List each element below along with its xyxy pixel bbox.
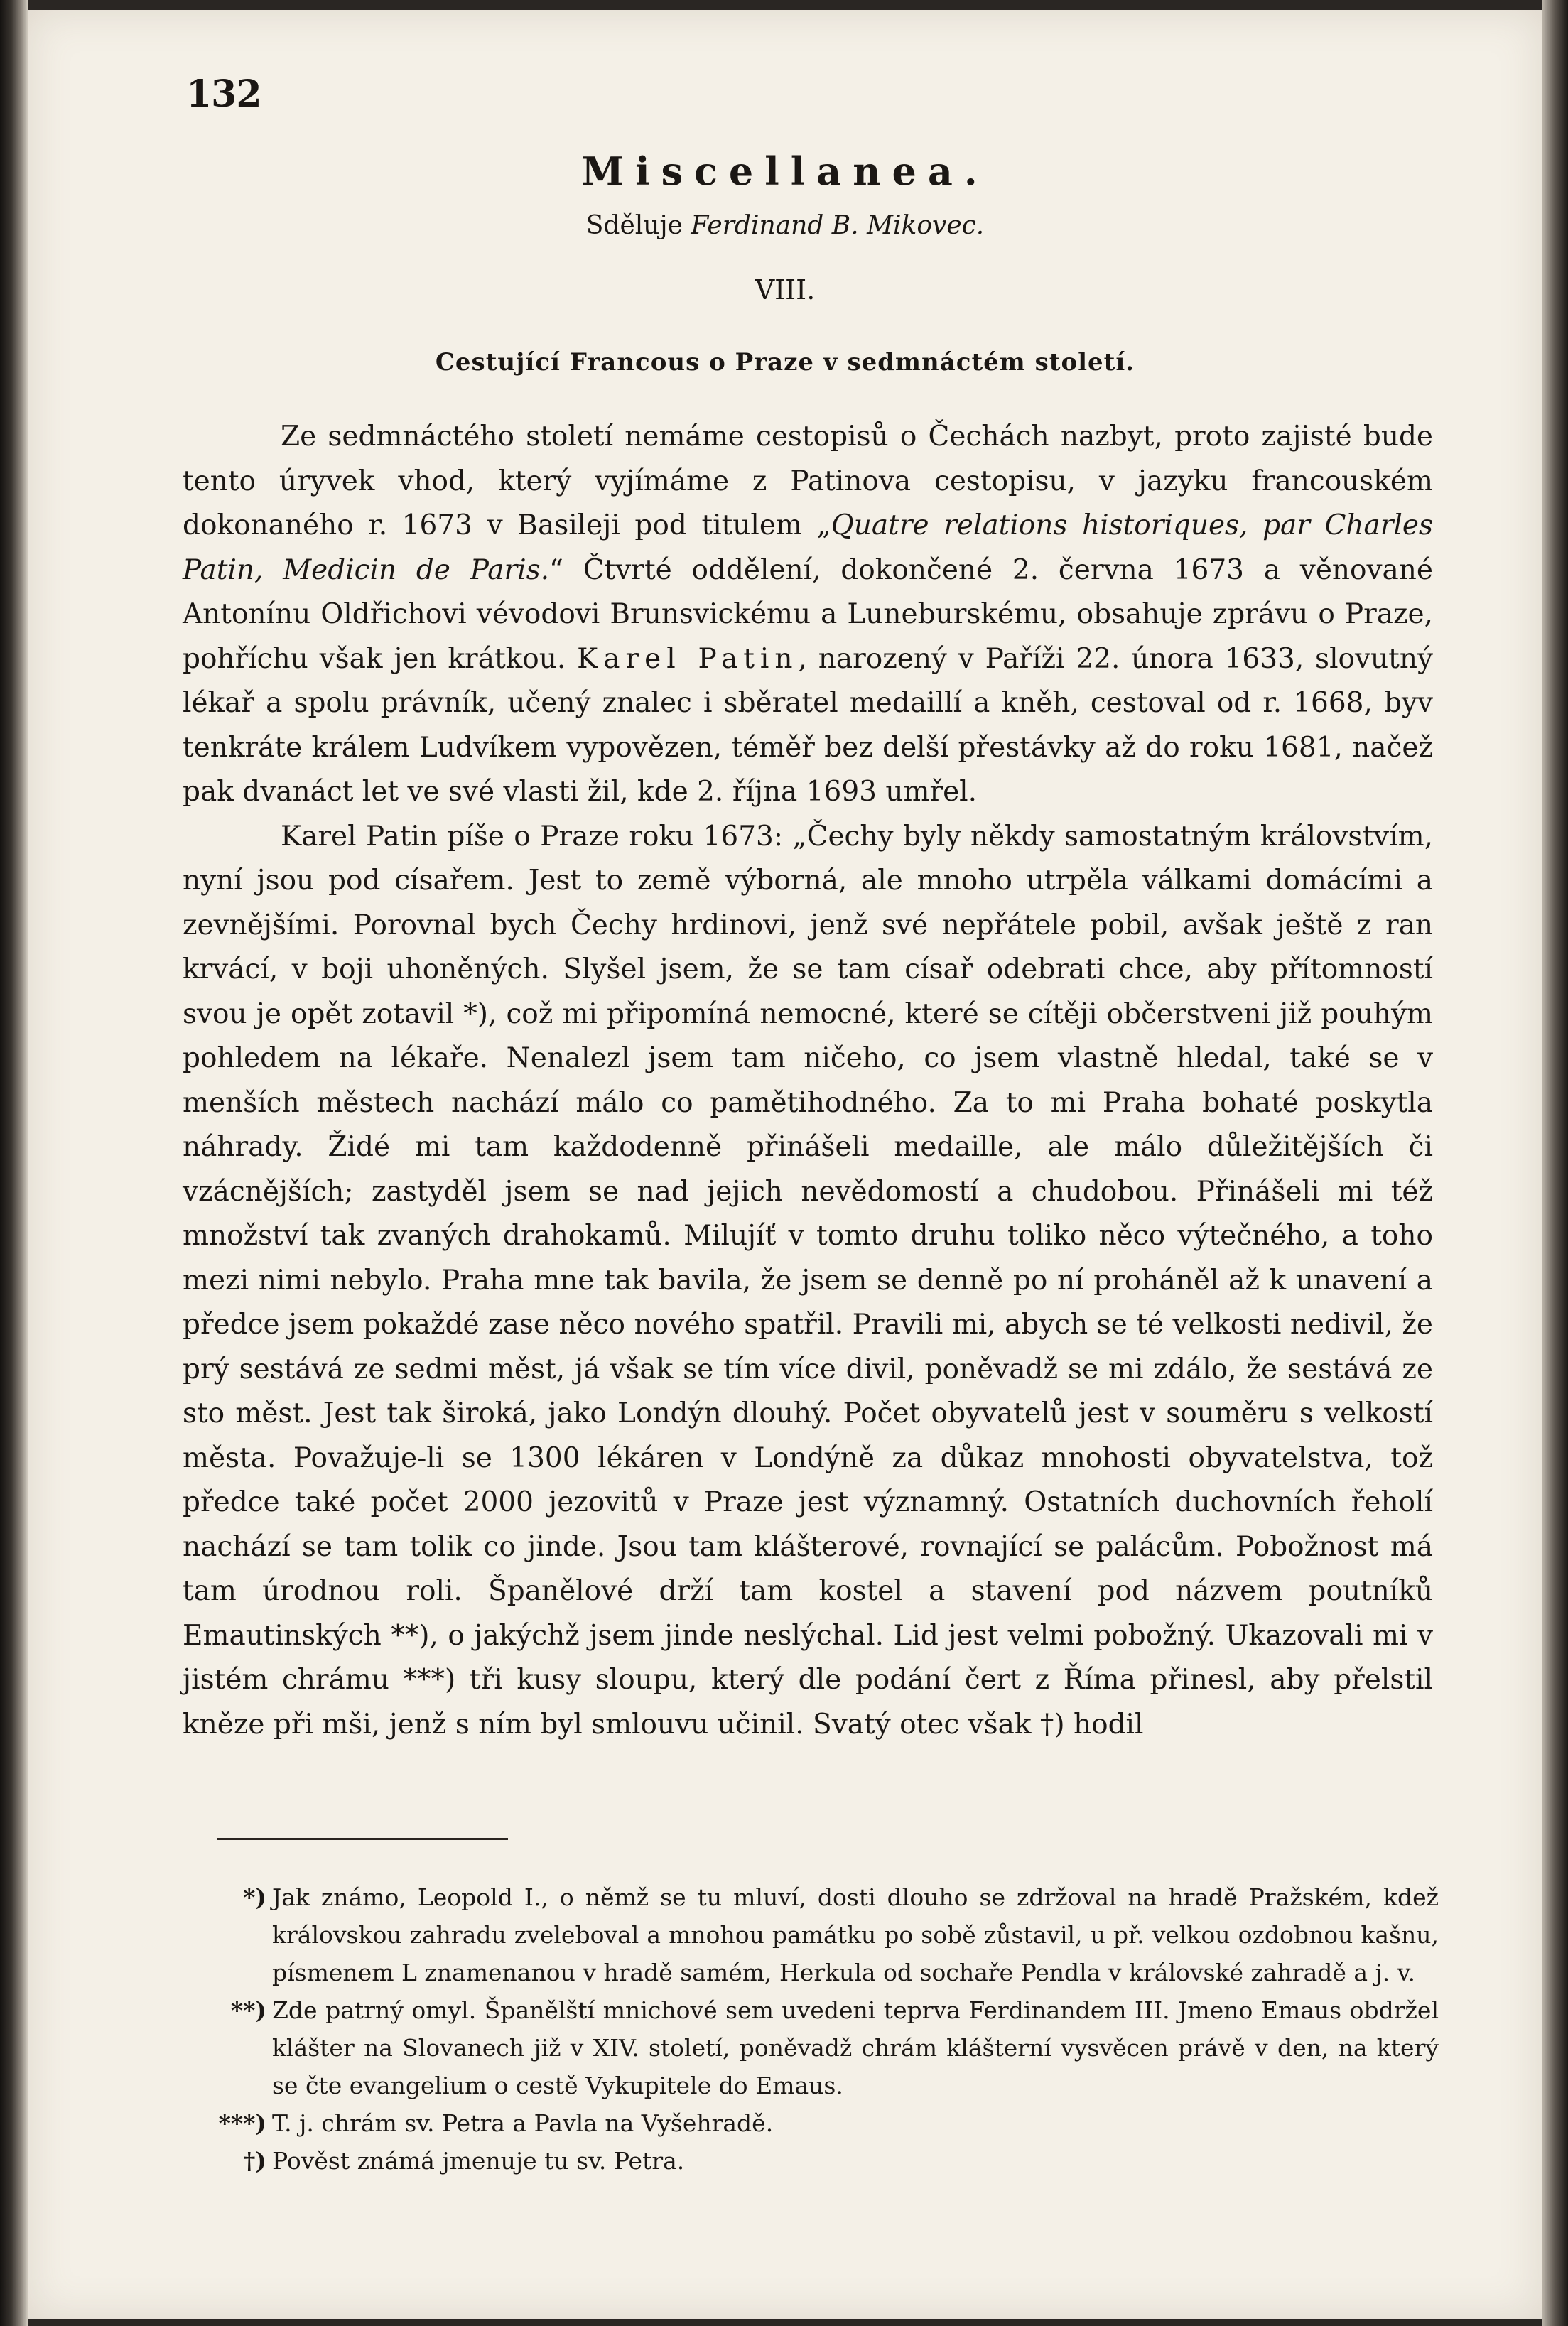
section-title: Cestující Francous o Praze v sedmnáctém století. <box>435 348 1135 377</box>
p1-run-1: Ze sedmnáctého století nemáme cestopisů o Čechách nazbyt, proto zajisté bude tento úryvek vhod, který vyjímáme z Patinova cestopisu, v jazyku francouském dokonaného r. 1673 v Basileji pod titulem „ <box>183 421 1433 541</box>
paragraph-1 <box>183 415 1433 815</box>
footnote-divider <box>217 1838 508 1840</box>
footnote-mark: †) <box>243 2147 266 2175</box>
p2-run-1: Karel Patin píše o Praze roku 1673: „Čechy byly někdy samostatným královstvím, nyní jsou pod císařem. Jest to země výborná, ale mnoho utrpěla válkami domácími a zevnějšími. Porovnal bych Čechy hrdinovi, jenž své nepřátele pobil, avšak ještě z ran krvácí, v boji uhoněných. Slyšel jsem, že se tam císař odebrati chce, aby přítomností svou je opět zotavil *), což mi připomíná nemocné, které se cítěji občerstveni již pouhým pohledem na lékaře. Nenalezl jsem tam ničeho, co jsem vlastně hledal, také se v menších městech nachází málo co pamětihodného. Za to mi Praha bohaté poskytla náhrady. Židé mi tam každodenně přinášeli medaille, ale málo důležitějších či vzácnějších; zastyděl jsem se nad jejich nevědomostí a chudobou. Přinášeli mi též množství tak zvaných drahokamů. Milujíť v tomto druhu toliko něco výtečného, a toho mezi nimi nebylo. Praha mne tak bavila, že jsem se denně po ní proháněl až k unavení a předce jsem pokaždé zase něco nového spatřil. Pravili mi, abych se té velkosti nedivil, že prý sestává ze sedmi měst, já však se tím více divil, poněvadž se mi zdálo, že sestává ze sto měst. Jest tak široká, jako Londýn dlouhý. Počet obyvatelů jest v souměru s velkostí města. Považuje-li se 1300 lékáren v Londýně za důkaz mnohosti obyvatelstva, tož předce také počet 2000 jezovitů v Praze jest významný. Ostatních duchovních řeholí nachází se tam tolik co jinde. Jsou tam klášterové, rovnající se palácům. Pobožnost má tam úrodnou roli. Španělové drží tam kostel a stavení pod názvem poutníků Emautinských **), o jakýchž jsem jinde neslýchal. Lid jest velmi pobožný. Ukazovali mi v jistém chrámu ***) tři kusy sloupu, který dle podání čert z Říma přinesl, aby přelstil kněze při mši, jenž s ním byl smlouvu učinil. Svatý otec však †) hodil <box>183 820 1433 1741</box>
p1-run-2: “ Čtvrté oddělení, dokončené 2. června 1673 a věnované Antonínu Oldřichovi vévodovi Brunsvickému a Luneburskému, obsahuje zprávu o Praze, pohříchu však jen krátkou. <box>183 553 1433 675</box>
footnote-3 <box>217 2104 1439 2142</box>
book-binding-edge <box>0 0 28 2326</box>
footnote-4 <box>217 2142 1439 2180</box>
page-right-edge <box>1542 0 1568 2326</box>
section-number: VIII. <box>755 274 816 305</box>
footnote-text: Jak známo, Leopold I., o němž se tu mluví, dosti dlouho se zdržoval na hradě Pražském, kdež královskou zahradu zveleboval a mnohou památku po sobě zůstavil, u př. velkou ozdobnou kašnu, písmenem L znamenanou v hradě samém, Herkula od sochaře Pendla v královské zahradě a j. v. <box>272 1883 1439 1986</box>
footnote-2 <box>217 1991 1439 2104</box>
p1-run-3: , narozený v Paříži 22. února 1633, slovutný lékař a spolu právník, učený znalec i sběratel medaillí a kněh, cestoval od r. 1668, byv tenkráte králem Ludvíkem vypovězen, téměř bez delší přestávky až do roku 1681, načež pak dvanáct let ve své vlasti žil, kde 2. října 1693 umřel. <box>183 642 1433 808</box>
footnote-mark: ***) <box>218 2109 266 2137</box>
page-title: Miscellanea. <box>581 148 989 194</box>
book-page <box>28 10 1542 2319</box>
p1-author-name: Karel Patin <box>577 642 799 675</box>
footnote-text: Zde patrný omyl. Španělští mnichové sem uvedeni teprva Ferdinandem III. Jmeno Emaus obdržel klášter na Slovanech již v XIV. století, poněvadž chrám klášterní vysvěcen právě v den, na který se čte evangelium o cestě Vykupitele do Emaus. <box>272 1996 1439 2099</box>
p1-book-title: Quatre relations historiques, par Charles Patin, Medicin de Paris. <box>183 509 1433 586</box>
footnote-text: Pověst známá jmenuje tu sv. Petra. <box>272 2147 685 2175</box>
byline <box>28 211 1542 240</box>
footnote-text: T. j. chrám sv. Petra a Pavla na Vyšehradě. <box>272 2109 774 2137</box>
body-text <box>183 415 1433 1747</box>
footnote-mark: **) <box>230 1996 266 2024</box>
byline-author: Ferdinand B. Mikovec. <box>691 211 985 240</box>
footnote-mark: *) <box>243 1883 266 1911</box>
paragraph-2 <box>183 815 1433 1748</box>
byline-prefix: Sděluje <box>585 211 683 240</box>
page-number: 132 <box>186 72 261 116</box>
footnotes <box>217 1878 1439 2180</box>
footnote-1 <box>217 1878 1439 1991</box>
